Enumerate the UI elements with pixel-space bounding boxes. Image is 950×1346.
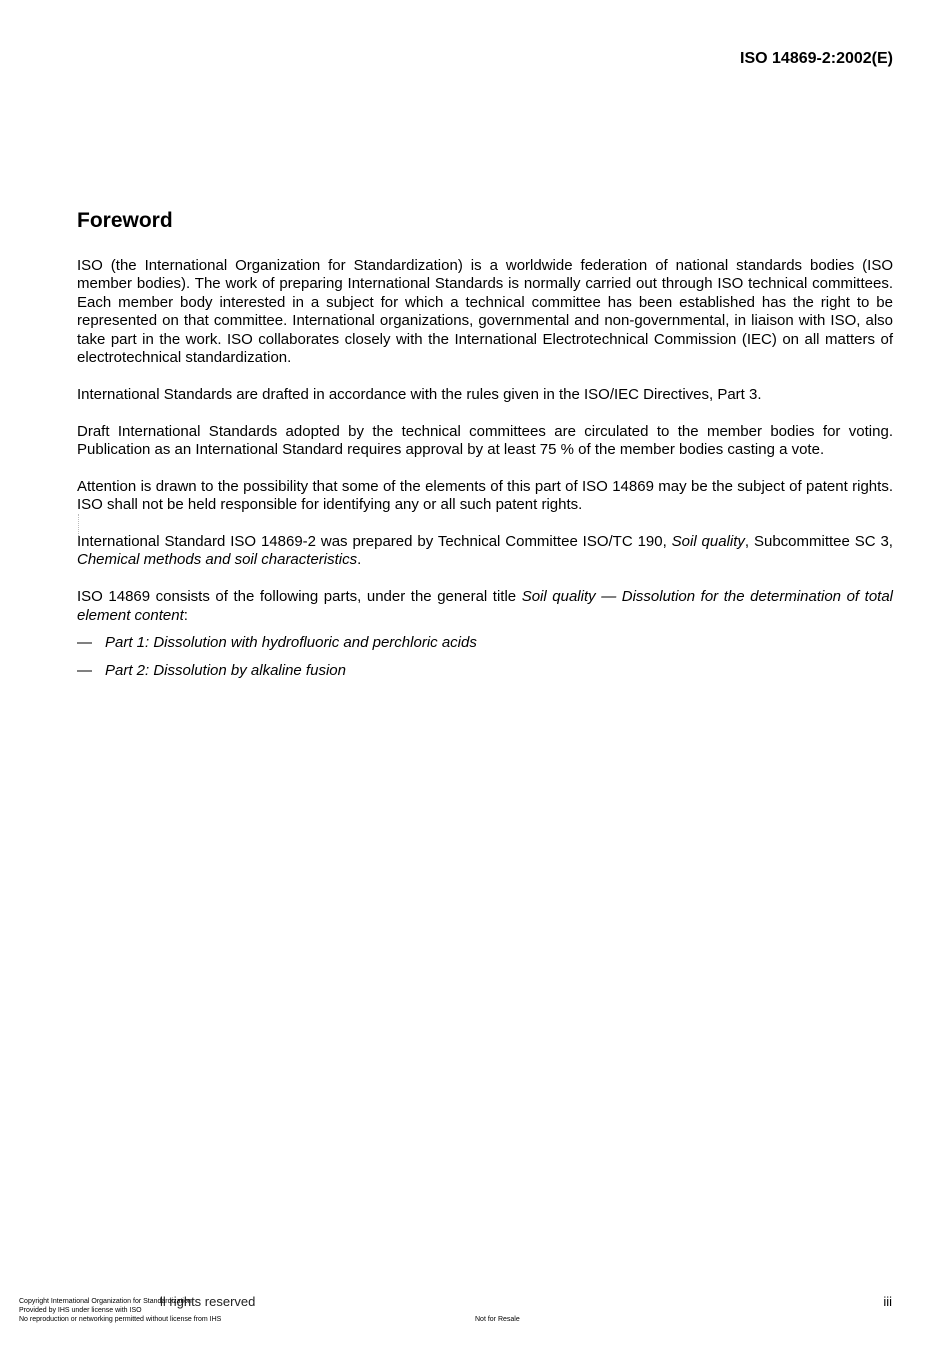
paragraph-directives: International Standards are drafted in accordance with the rules given in the ISO/IEC Directives, Part 3. — [77, 385, 762, 403]
page-number: iii — [883, 1294, 892, 1309]
paragraph-parts-intro — [77, 588, 893, 625]
paragraph-draft-standards: Draft International Standards adopted by the technical committees are circulated to the member bodies for voting. Publication as an International Standard requires approval by at least 75 % of the member bodies casting a vote. — [77, 422, 893, 459]
parts-intro-text-2: : — [183, 606, 188, 624]
committee-title: Soil quality — [671, 533, 745, 551]
paragraph-prepared-by — [77, 533, 893, 570]
list-dash: — — [77, 662, 92, 680]
paragraph-patent-rights: Attention is drawn to the possibility that some of the elements of this part of ISO 14869 may be the subject of patent rights. ISO shall not be held responsible for identifying any or all such patent rights. — [77, 477, 893, 514]
copyright-line: Copyright International Organization for Standardization — [19, 1298, 192, 1305]
foreword-heading: Foreword — [77, 209, 173, 232]
prepared-text-1: International Standard ISO 14869-2 was prepared by Technical Committee ISO/TC 190, — [77, 533, 672, 551]
prepared-text-2: , Subcommittee SC 3, — [744, 533, 893, 551]
subcommittee-title: Chemical methods and soil characteristics — [77, 551, 358, 569]
paragraph-iso-intro: ISO (the International Organization for Standardization) is a worldwide federation of national standards bodies (ISO member bodies). The work of preparing International Standards is normally carried out through ISO technical committees. Each member body interested in a subject for which a technical committee has been established has the right to be represented on that committee. International organizations, governmental and non-governmental, in liaison with ISO, also take part in the work. ISO collaborates closely with the International Electrotechnical Commission (IEC) on all matters of electrotechnical standardization. — [77, 257, 893, 367]
list-item-part-1 — [77, 634, 893, 652]
part-1-label: Part 1: Dissolution with hydrofluoric and perchloric acids — [105, 634, 477, 652]
foreword-body — [77, 257, 893, 690]
rights-reserved: ll rights reserved — [160, 1294, 256, 1309]
copyright-line: No reproduction or networking permitted without license from IHS — [19, 1315, 222, 1323]
parts-intro-text-1: ISO 14869 consists of the following parts, under the general title — [77, 588, 522, 606]
document-identifier: ISO 14869-2:2002(E) — [740, 50, 893, 67]
not-for-resale-notice: Not for Resale — [475, 1316, 520, 1323]
general-title: Soil quality — Dissolution for the determination of total element content — [77, 588, 893, 624]
part-2-label: Part 2: Dissolution by alkaline fusion — [105, 662, 346, 680]
copyright-line: Provided by IHS under license with ISO — [19, 1306, 142, 1314]
prepared-text-3: . — [357, 551, 362, 569]
list-dash: — — [77, 634, 92, 652]
copyright-notice — [19, 1298, 221, 1324]
list-item-part-2 — [77, 662, 893, 680]
